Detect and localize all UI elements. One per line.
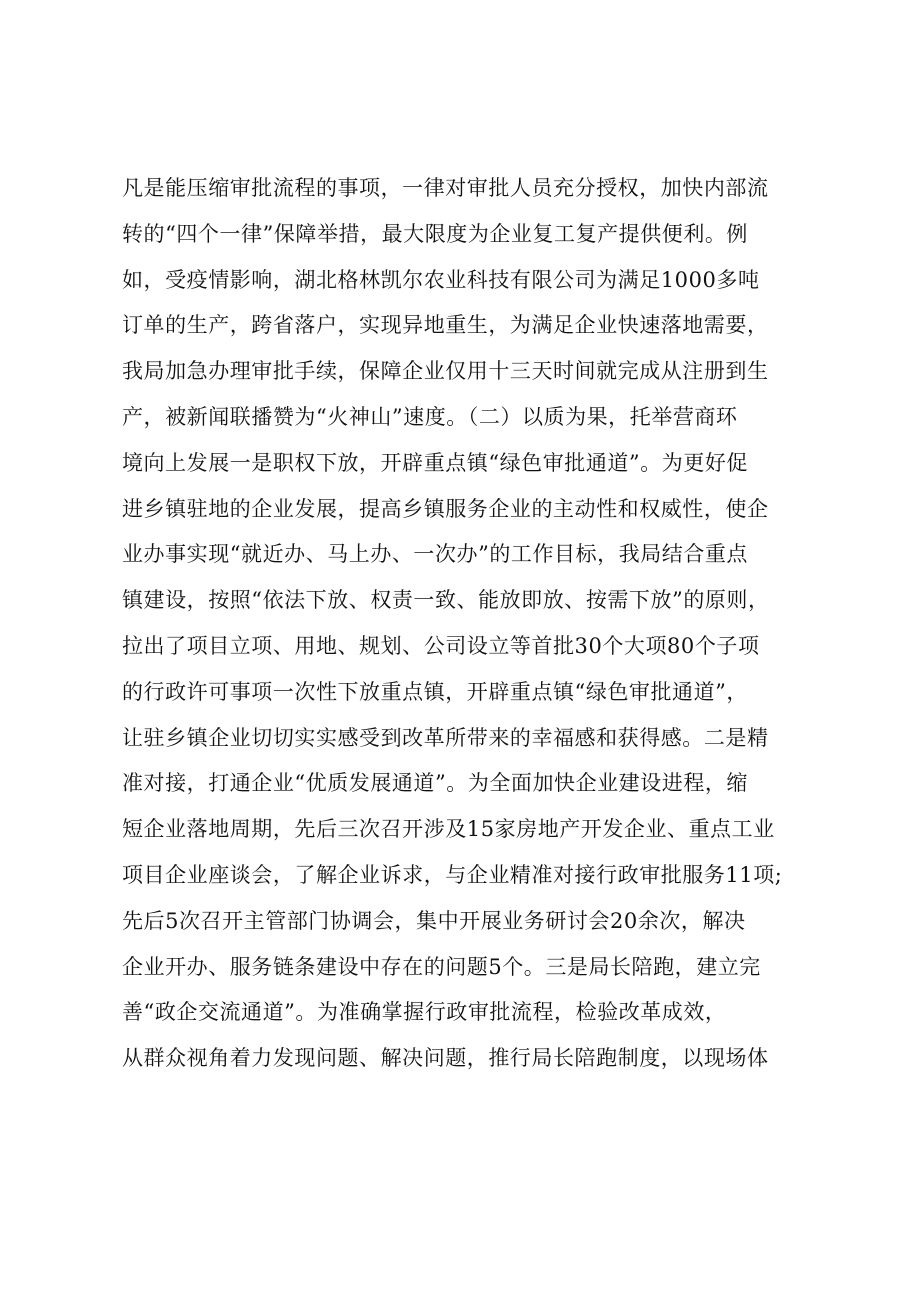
- body-text: [122, 166, 822, 1082]
- text-line: 镇建设，按照“依法下放、权责一致、能放即放、按需下放”的原则，: [122, 588, 770, 613]
- text-line: 境向上发展一是职权下放，开辟重点镇“绿色审批通道”。为更好促: [122, 450, 748, 475]
- text-line: 先后5次召开主管部门协调会，集中开展业务研讨会20余次，解决: [122, 908, 746, 933]
- text-line: 订单的生产，跨省落户，实现异地重生，为满足企业快速落地需要，: [122, 313, 769, 338]
- text-line: 产，被新闻联播赞为“火神山”速度。（二）以质为果，托举营商环: [122, 404, 738, 429]
- text-line: 我局加急办理审批手续，保障企业仅用十三天时间就完成从注册到生: [122, 359, 769, 384]
- text-line: 转的“四个一律”保障举措，最大限度为企业复工复产提供便利。例: [122, 221, 748, 246]
- text-line: 拉出了项目立项、用地、规划、公司设立等首批30个大项80个子项: [122, 633, 760, 658]
- text-line: 项目企业座谈会，了解企业诉求，与企业精准对接行政审批服务11项;: [122, 862, 783, 887]
- text-line: 进乡镇驻地的企业发展，提高乡镇服务企业的主动性和权威性，使企: [122, 496, 769, 521]
- text-line: 业办事实现“就近办、马上办、一次办”的工作目标，我局结合重点: [122, 542, 748, 567]
- text-line: 准对接，打通企业“优质发展通道”。为全面加快企业建设进程，缩: [122, 771, 748, 796]
- text-line: 如，受疫情影响，湖北格林凯尔农业科技有限公司为满足1000多吨: [122, 267, 760, 292]
- text-line: 从群众视角着力发现问题、解决问题，推行局长陪跑制度，以现场体: [122, 1046, 769, 1071]
- text-line: 的行政许可事项一次性下放重点镇，开辟重点镇“绿色审批通道”，: [122, 679, 748, 704]
- text-line: 让驻乡镇企业切切实实感受到改革所带来的幸福感和获得感。二是精: [122, 725, 769, 750]
- text-line: 善“政企交流通道”。为准确掌握行政审批流程，检验改革成效，: [122, 1000, 727, 1025]
- text-line: 短企业落地周期，先后三次召开涉及15家房地产开发企业、重点工业: [122, 817, 775, 842]
- text-line: 凡是能压缩审批流程的事项，一律对审批人员充分授权，加快内部流: [122, 176, 769, 200]
- text-line: 企业开办、服务链条建设中存在的问题5个。三是局长陪跑，建立完: [122, 954, 761, 979]
